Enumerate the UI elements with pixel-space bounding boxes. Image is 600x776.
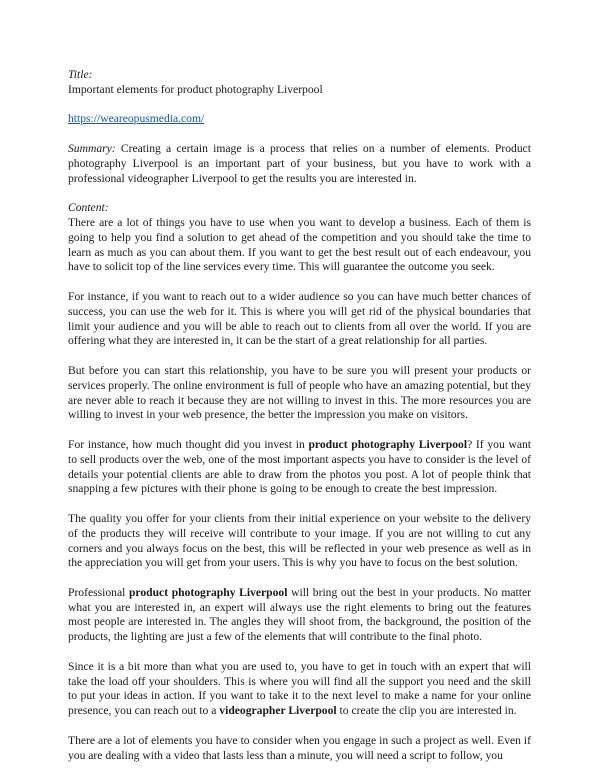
content-paragraph-3: But before you can start this relationship, you have to be sure you will present your products or services properly. The online environment is full of people who have an amazing potential, but they are never able to reach it because they are not willing to invest in this. The more resources you are willing to invest in your web presence, the better the impression you make on visitors. (68, 363, 531, 422)
keyword-bold: videographer Liverpool (219, 704, 337, 718)
spacer (68, 719, 531, 734)
content-paragraph-8: There are a lot of elements you have to consider when you engage in such a project as well. Even if you are dealing with a video that lasts less than a minute, you will need a script to follow, you (68, 733, 531, 762)
summary-paragraph (68, 142, 531, 186)
link-line (68, 112, 531, 127)
spacer (68, 98, 531, 113)
paragraph-text: Since it is a bit more than what you are used to, you have to get in touch with an expert that will take the load off your shoulders. This is where you will find all the support you need and the skill to put your ideas in action. If you want to take it to the next level to make a name for your online presence, you can reach out to a (68, 659, 531, 718)
spacer (68, 497, 531, 512)
keyword-bold: product photography Liverpool (308, 437, 468, 451)
content-paragraph-1: There are a lot of things you have to use when you want to develop a business. Each of them is going to help you find a solution to get ahead of the competition and you should take the time to learn as much as you can about them. If you want to get the best result out of each endeavour, you have to solicit top of the line services every time. This will guarantee the outcome you seek. (68, 215, 531, 274)
content-paragraph-6 (68, 586, 531, 645)
website-link[interactable]: https://weareopusmedia.com/ (68, 112, 205, 126)
title-label: Title: (68, 68, 93, 81)
spacer (68, 423, 531, 438)
spacer (68, 571, 531, 586)
spacer (68, 645, 531, 660)
spacer (68, 349, 531, 364)
content-paragraph-5: The quality you offer for your clients from their initial experience on your website to the delivery of the products they will receive will contribute to your image. If you are not willing to cut any corners and you always focus on the best, this will be reflected in your web presence as well as in the appreciation you will get from your users. This is why you have to focus on the best solution. (68, 511, 531, 570)
document-title: Important elements for product photography Liverpool (68, 82, 323, 96)
paragraph-text: to create the clip you are interested in. (336, 704, 517, 718)
paragraph-text: Professional (68, 585, 129, 599)
paragraph-text: will bring out the best in your products. No matter what you are interested in, an expert will always use the right elements to bring out the features most people are interested in. The angles they will shoot from, the background, the position of the products, the lighting are just a few of the elements that will contribute to the final photo. (68, 585, 532, 644)
summary-label: Summary: (68, 141, 116, 155)
summary-text: Creating a certain image is a process that relies on a number of elements. Product photography Liverpool is an important part of your business, but you have to work with a professional videographer Liverpool to get the results you are interested in. (68, 141, 531, 185)
spacer (68, 186, 531, 201)
document-page (68, 68, 531, 763)
content-paragraph-4 (68, 438, 531, 497)
paragraph-text: For instance, how much thought did you invest in (68, 437, 309, 451)
spacer (68, 275, 531, 290)
keyword-bold: product photography Liverpool (128, 585, 288, 599)
content-label: Content: (68, 201, 109, 215)
content-paragraph-2: For instance, if you want to reach out to a wider audience so you can have much better chances of success, you can use the web for it. This is where you will get rid of the physical boundaries that limit your audience and you will be able to reach out to clients from all over the world. If you are offering what they are interested in, it can be the start of a great relationship for all parties. (68, 289, 531, 348)
spacer (68, 127, 531, 142)
paragraph-text: ? If you want to sell products over the web, one of the most important aspects you have to consider is the level of details your potential clients are able to draw from the photos you post. A lot of people think that snapping a few pictures with their phone is going to be enough to create the best impression. (68, 437, 531, 496)
content-paragraph-7 (68, 660, 531, 719)
